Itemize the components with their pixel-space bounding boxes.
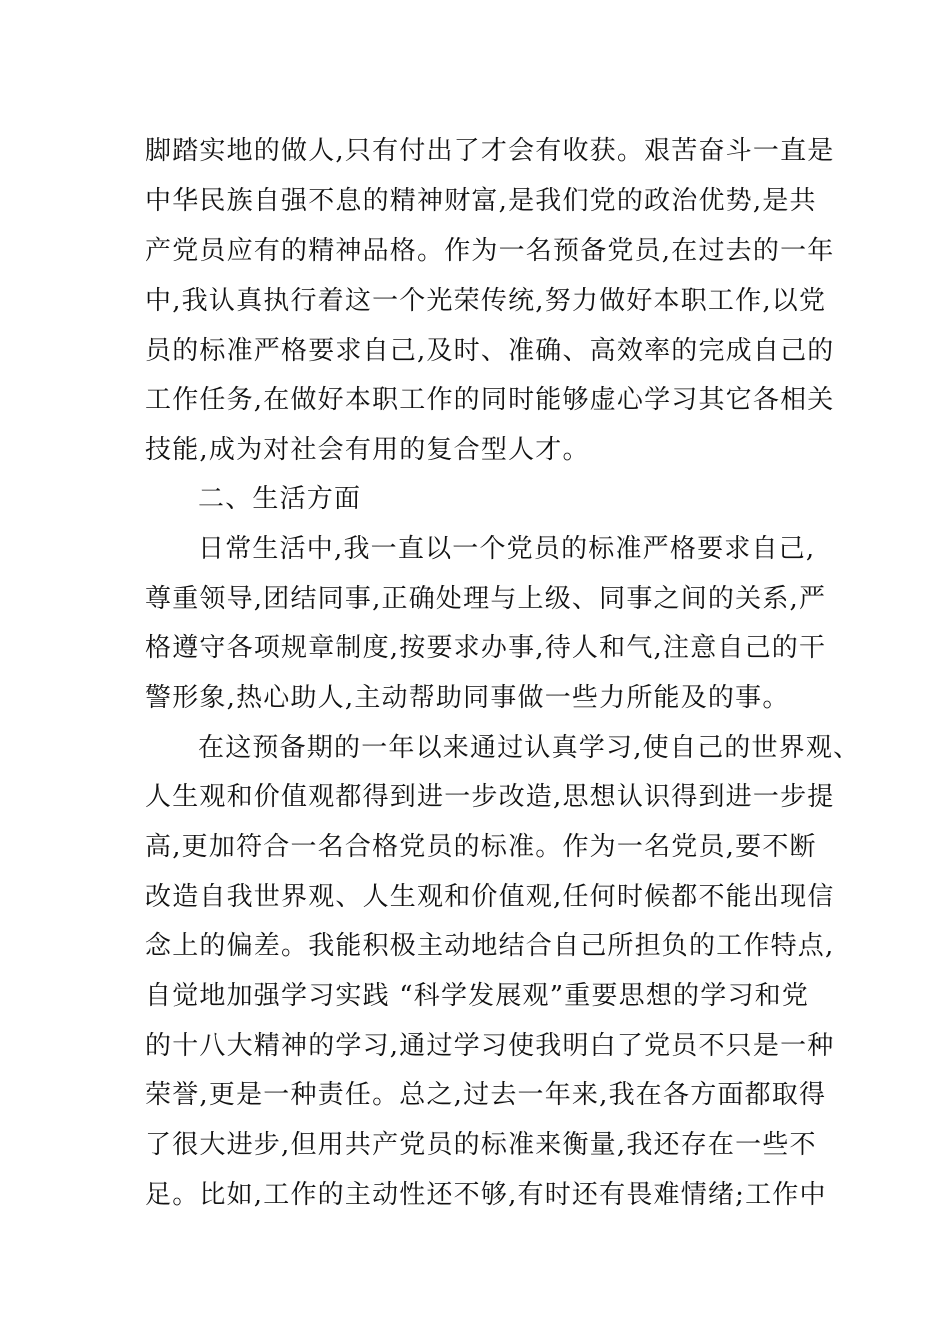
- paragraph-line: 技能,成为对社会有用的复合型人才。: [145, 435, 590, 465]
- paragraph-line: 脚踏实地的做人,只有付出了才会有收获。艰苦奋斗一直是: [145, 136, 835, 166]
- paragraph-line: 警形象,热心助人,主动帮助同事做一些力所能及的事。: [145, 683, 790, 713]
- paragraph-line: 产党员应有的精神品格。作为一名预备党员,在过去的一年: [145, 236, 835, 266]
- paragraph-line: 日常生活中,我一直以一个党员的标准严格要求自己,: [198, 534, 816, 564]
- paragraph-line: 的十八大精神的学习,通过学习使我明白了党员不只是一种: [145, 1031, 835, 1061]
- paragraph-line: 中,我认真执行着这一个光荣传统,努力做好本职工作,以党: [145, 286, 827, 316]
- paragraph-line: 格遵守各项规章制度,按要求办事,待人和气,注意自己的干: [145, 633, 827, 663]
- paragraph-line: 人生观和价值观都得到进一步改造,思想认识得到进一步提: [145, 782, 835, 812]
- paragraph-line: 在这预备期的一年以来通过认真学习,使自己的世界观、: [198, 733, 861, 763]
- paragraph-line: 改造自我世界观、人生观和价值观,任何时候都不能出现信: [145, 882, 835, 912]
- paragraph-line: 了很大进步,但用共产党员的标准来衡量,我还存在一些不: [145, 1130, 817, 1160]
- paragraph-line: 中华民族自强不息的精神财富,是我们党的政治优势,是共: [145, 186, 817, 216]
- paragraph-line: 员的标准严格要求自己,及时、准确、高效率的完成自己的: [145, 336, 835, 366]
- paragraph-line: 工作任务,在做好本职工作的同时能够虚心学习其它各相关: [145, 385, 835, 415]
- section-heading: 二、生活方面: [198, 484, 362, 514]
- paragraph-line: 足。比如,工作的主动性还不够,有时还有畏难情绪;工作中: [145, 1180, 827, 1210]
- paragraph-line: 尊重领导,团结同事,正确处理与上级、同事之间的关系,严: [145, 584, 827, 614]
- paragraph-line: 念上的偏差。我能积极主动地结合自己所担负的工作特点,: [145, 931, 835, 961]
- paragraph-line: 高,更加符合一名合格党员的标准。作为一名党员,要不断: [145, 832, 817, 862]
- paragraph-line: 自觉地加强学习实践 “科学发展观”重要思想的学习和党: [145, 981, 810, 1011]
- paragraph-line: 荣誉,更是一种责任。总之,过去一年来,我在各方面都取得: [145, 1080, 827, 1110]
